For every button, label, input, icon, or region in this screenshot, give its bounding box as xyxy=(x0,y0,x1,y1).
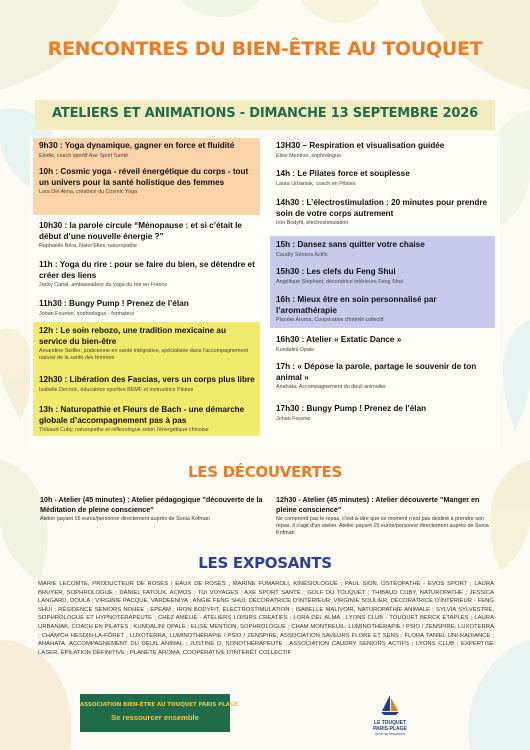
event-title: 13h : Naturopathie et Fleurs de Bach - une démarche globale d’accompagnement pas à pas xyxy=(39,405,245,425)
logo-line1: LE TOUQUET xyxy=(373,720,407,726)
event-title: 14h30 : L’électrostimulation : 20 minutes pour prendre soin de votre corps autrement xyxy=(276,198,488,218)
event-title: 11h : Yoga du rire : pour se faire du bien, se détendre et créer des liens xyxy=(39,260,255,280)
event-title: 16h : Mieux être en soin personnalisé par l’aromathérapie xyxy=(276,295,437,315)
event-host: Lora Del Alma, créatrice du Cosmic Yoga xyxy=(39,189,137,196)
event-title: 11h30 : Bungy Pump ! Prenez de l’élan xyxy=(39,299,189,308)
decouverte-title: 10h - Atelier (45 minutes) : Atelier pédagogique "découverte de la Méditation de pleine conscience" xyxy=(40,495,263,514)
event-host: Johan Fourrier, sophrologue - formateur xyxy=(39,310,135,317)
left-event-5 xyxy=(39,299,255,318)
event-host: Elodie, coach sportif Axe Sport Santé xyxy=(39,152,128,159)
association-name: ASSOCIATION BIEN-ÊTRE AU TOUQUET PARIS PLAGE xyxy=(80,702,239,708)
event-title: 15h30 : Les clefs du Feng Shui xyxy=(276,267,396,276)
event-title: 17h30 : Bungy Pump ! Prenez de l’élan xyxy=(276,404,427,413)
event-host: Johan Fourrier xyxy=(276,415,312,422)
event-host: Laura Urbaniak, coach en Pilates xyxy=(276,180,356,187)
left-event-8 xyxy=(39,405,255,434)
decouverte-info: Atelier payant 15 euros/personne directement auprès de Sonia Kofman xyxy=(40,516,210,522)
event-host: Isabelle Decroix, éducatrice sportive BEMF et instructrice Pilates xyxy=(39,386,194,393)
event-host: Iron Bodyfit, électrostimulation xyxy=(276,220,349,227)
event-title: 9h30 : Yoga dynamique, gagner en force et fluidité xyxy=(39,141,235,150)
event-title: 12h : Le soin rebozo, une tradition mexicaine au service du bien-être xyxy=(39,326,226,346)
event-host: Thibaud Cuby, naturopathe et réflexologue selon l'énergétique chinoise xyxy=(39,427,209,434)
exposants-heading: LES EXPOSANTS xyxy=(198,554,332,572)
event-host: Caudry Séniors Actifs xyxy=(276,251,328,258)
left-event-2 xyxy=(39,167,255,196)
right-event-9 xyxy=(276,404,490,423)
page-subtitle: ATELIERS ET ANIMATIONS - DIMANCHE 13 SEPTEMBRE 2026 xyxy=(52,106,478,121)
event-host: Angélique Stephant, décoratrice intérieure Feng Shui xyxy=(276,278,403,285)
decouverte-title: 12h30 - Atelier (45 minutes) : Atelier découverte "Manger en pleine conscience" xyxy=(276,495,480,514)
left-event-1 xyxy=(39,141,255,160)
decouverte-info: Ne comprend pas le repas, c'est-à-dire que ce moment n'est pas destiné à prendre son repas, il s'agit d'un atelier. Atelier payant 15 euros/personne directement auprès de Sonia Kofman xyxy=(276,516,489,536)
sailboat-icon xyxy=(379,694,401,716)
event-title: 12h30 : Libération des Fascias, vers un corps plus libre xyxy=(39,375,255,384)
event-title: 13H30 – Respiration et visualisation guidée xyxy=(276,141,445,150)
decouverte-1 xyxy=(40,495,265,523)
event-host: Jacky Canal, ambassadeur du yoga du rire en France xyxy=(39,282,168,289)
event-title: 15h : Dansez sans quitter votre chaise xyxy=(276,240,425,249)
logo-line2: PARIS-PLAGE xyxy=(373,725,407,732)
event-host: Kundalini Opale xyxy=(276,346,315,353)
left-event-3 xyxy=(39,221,255,250)
decouvertes-heading: LES DÉCOUVERTES xyxy=(188,463,342,481)
right-event-8 xyxy=(276,362,490,391)
right-event-4 xyxy=(276,240,490,259)
right-event-6 xyxy=(276,295,490,324)
event-title: 17h : « Dépose la parole, partage le souvenir de ton animal » xyxy=(276,362,477,382)
event-title: 10h30 : la parole circule “Ménopause : et si c’était le début d’une nouvelle énergie ?” xyxy=(39,221,242,241)
logo-line3: ici on se ressource xyxy=(375,732,405,737)
association-banner xyxy=(80,694,239,732)
left-event-6 xyxy=(39,326,255,362)
right-event-3 xyxy=(276,198,490,227)
event-host: Raphaelle Béra, Natur'Elles, naturopathe xyxy=(39,243,137,250)
event-host: Anahata, Accompagnement du deuil animalier xyxy=(276,384,386,391)
event-host: Planète Aroma, Coopérative d'intérêt collectif xyxy=(276,317,384,324)
decouverte-2 xyxy=(276,495,490,537)
le-touquet-logo xyxy=(365,694,415,737)
event-host: Elise Mention, sophrologue xyxy=(276,152,342,159)
event-title: 10h : Cosmic yoga - réveil énergétique du corps - tout un univers pour la santé holistique des femmes xyxy=(39,167,249,187)
left-event-4 xyxy=(39,260,255,289)
event-title: 14h : Le Pilates force et souplesse xyxy=(276,169,410,178)
page-title: RENCONTRES DU BIEN-ÊTRE AU TOUQUET xyxy=(47,38,483,60)
event-host: Amandine Seillier, praticienne en santé intégrative, spécialisée dans l'accompagnement naturel de la santé des femmes xyxy=(39,348,248,362)
exposants-list: MARIE LECOMTE, PRODUCTEUR DE ROSES / EAUX DE ROSES ; MARINE FUMAROLI, KINÉSIOLOGUE ; PAUL SION, OSTÉOPATHE - EVOS SPORT ; LAURA BRUYER, SOPHROLOGUE ; DANIEL FATOUX, ACMOS : TUI VOYAGES ; AXE SPORT SANTÉ ; GOLF DU TOUQUET ; THIBAUD CUBY, NATUROPATHE ; JESSICA LANGARD, DOULA ; VIRGINIE PACQUE, VARDEENIYA ; ANGIE FENG SHUI, DÉCORATRICE D'INTÉRIEUR; VIRGINIE SOULIER, DÉCORATRICE D'INTÉRIEUR - FENG SHUI ; RÉSIDENCE SENIORS NOHEE ; EPEAM ; IRON BODYFIT, ÉLECTROSTIMULATION ; ISABELLE MALIVOIR, NATUROPATHIE ANIMALE ; SYLVIA SYLVESTRE, SOPHROLOGUE ET HYPNOTÉRAPEUTE ; CHEZ AMÉLIE - ATELIERS LOISIRS CRÉATIFS ; LORA DEL ALMA ; LYONS CLUB - TOUQUET BERCK ETAPLES ; LAURA URBANIAK, COACH EN PILATES ; KUNDALINI OPALE ; ELISE MENTION, SOPHROLOGUE ; CHAM MONTREUIL; LUMINOTHÉRAPIE / PSIO / ZENSPIRE, LUXOTERRA ; CHAM'CH HESDIN-LA-FÔRET ; LUXOTERRA, LUMINOTHÉRAPIE / PSIO / ZENSPIRE, ASSOCIATION SAVEURS FLORE ET SENS ; FLORA TANIEL UNI-RADIANCE ; ANAHATA, ACCOMPAGNEMENT DU DEUIL ANIMAL ; JUSTINE D, SONOTHÉRAPEUTE ; ASSOCIATION CAUDRY SENIORS ACTIFS ; LYONS CLUB ; EXPERTISE LASER, ÉPILATION DÉFINITIVE ; PLANÈTE AROMA, COOPÉRATIVE D'INTÉRÊT COLLECTIF xyxy=(38,581,494,656)
right-event-5 xyxy=(276,267,490,286)
left-event-7 xyxy=(39,375,255,394)
right-event-1 xyxy=(276,141,490,160)
right-event-7 xyxy=(276,335,490,354)
event-title: 16h30 : Atelier « Extatic Dance » xyxy=(276,335,402,344)
association-tagline: Se ressourcer ensemble xyxy=(111,713,199,722)
right-event-2 xyxy=(276,169,490,188)
